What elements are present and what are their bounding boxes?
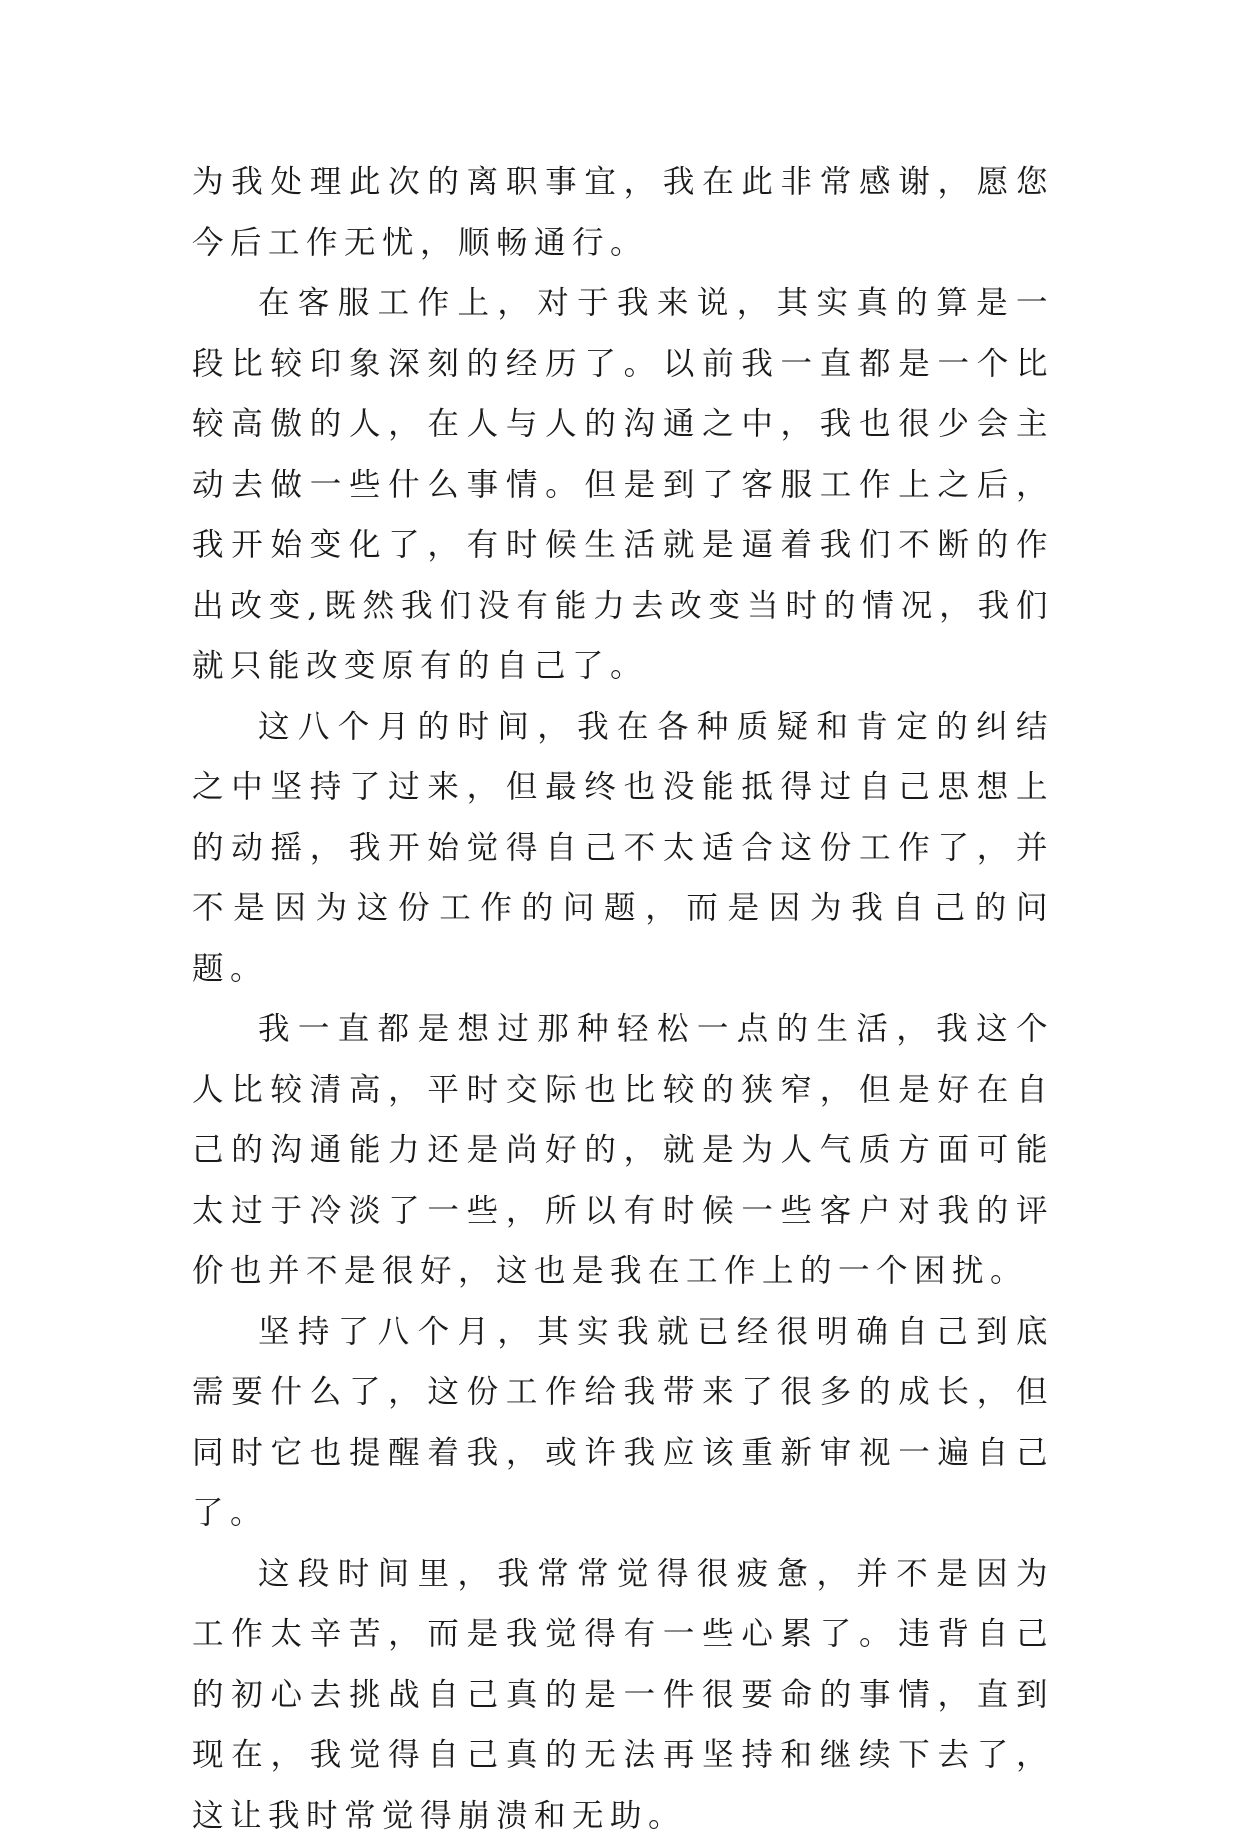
- paragraph-personality: 我一直都是想过那种轻松一点的生活，我这个人比较清高，平时交际也比较的狭窄，但是好在自己的沟通能力还是尚好的，就是为人气质方面可能太过于冷淡了一些，所以有时候一些客户对我的评价也并不是很好，这也是我在工作上的一个困扰。: [192, 999, 1054, 1302]
- paragraph-eight-months: 这八个月的时间，我在各种质疑和肯定的纠结之中坚持了过来，但最终也没能抵得过自己思想上的动摇，我开始觉得自己不太适合这份工作了，并不是因为这份工作的问题，而是因为我自己的问题。: [192, 697, 1054, 1000]
- paragraph-continuation: 为我处理此次的离职事宜，我在此非常感谢，愿您今后工作无忧，顺畅通行。: [192, 152, 1054, 273]
- document-page: [192, 152, 1054, 1846]
- paragraph-persisted: 坚持了八个月，其实我就已经很明确自己到底需要什么了，这份工作给我带来了很多的成长，但同时它也提醒着我，或许我应该重新审视一遍自己了。: [192, 1302, 1054, 1544]
- paragraph-customer-service-experience: 在客服工作上，对于我来说，其实真的算是一段比较印象深刻的经历了。以前我一直都是一个比较高傲的人，在人与人的沟通之中，我也很少会主动去做一些什么事情。但是到了客服工作上之后，我开始变化了，有时候生活就是逼着我们不断的作出改变,既然我们没有能力去改变当时的情况，我们就只能改变原有的自己了。: [192, 273, 1054, 697]
- paragraph-exhaustion: 这段时间里，我常常觉得很疲惫，并不是因为工作太辛苦，而是我觉得有一些心累了。违背自己的初心去挑战自己真的是一件很要命的事情，直到现在，我觉得自己真的无法再坚持和继续下去了，这让我时常觉得崩溃和无助。: [192, 1544, 1054, 1846]
